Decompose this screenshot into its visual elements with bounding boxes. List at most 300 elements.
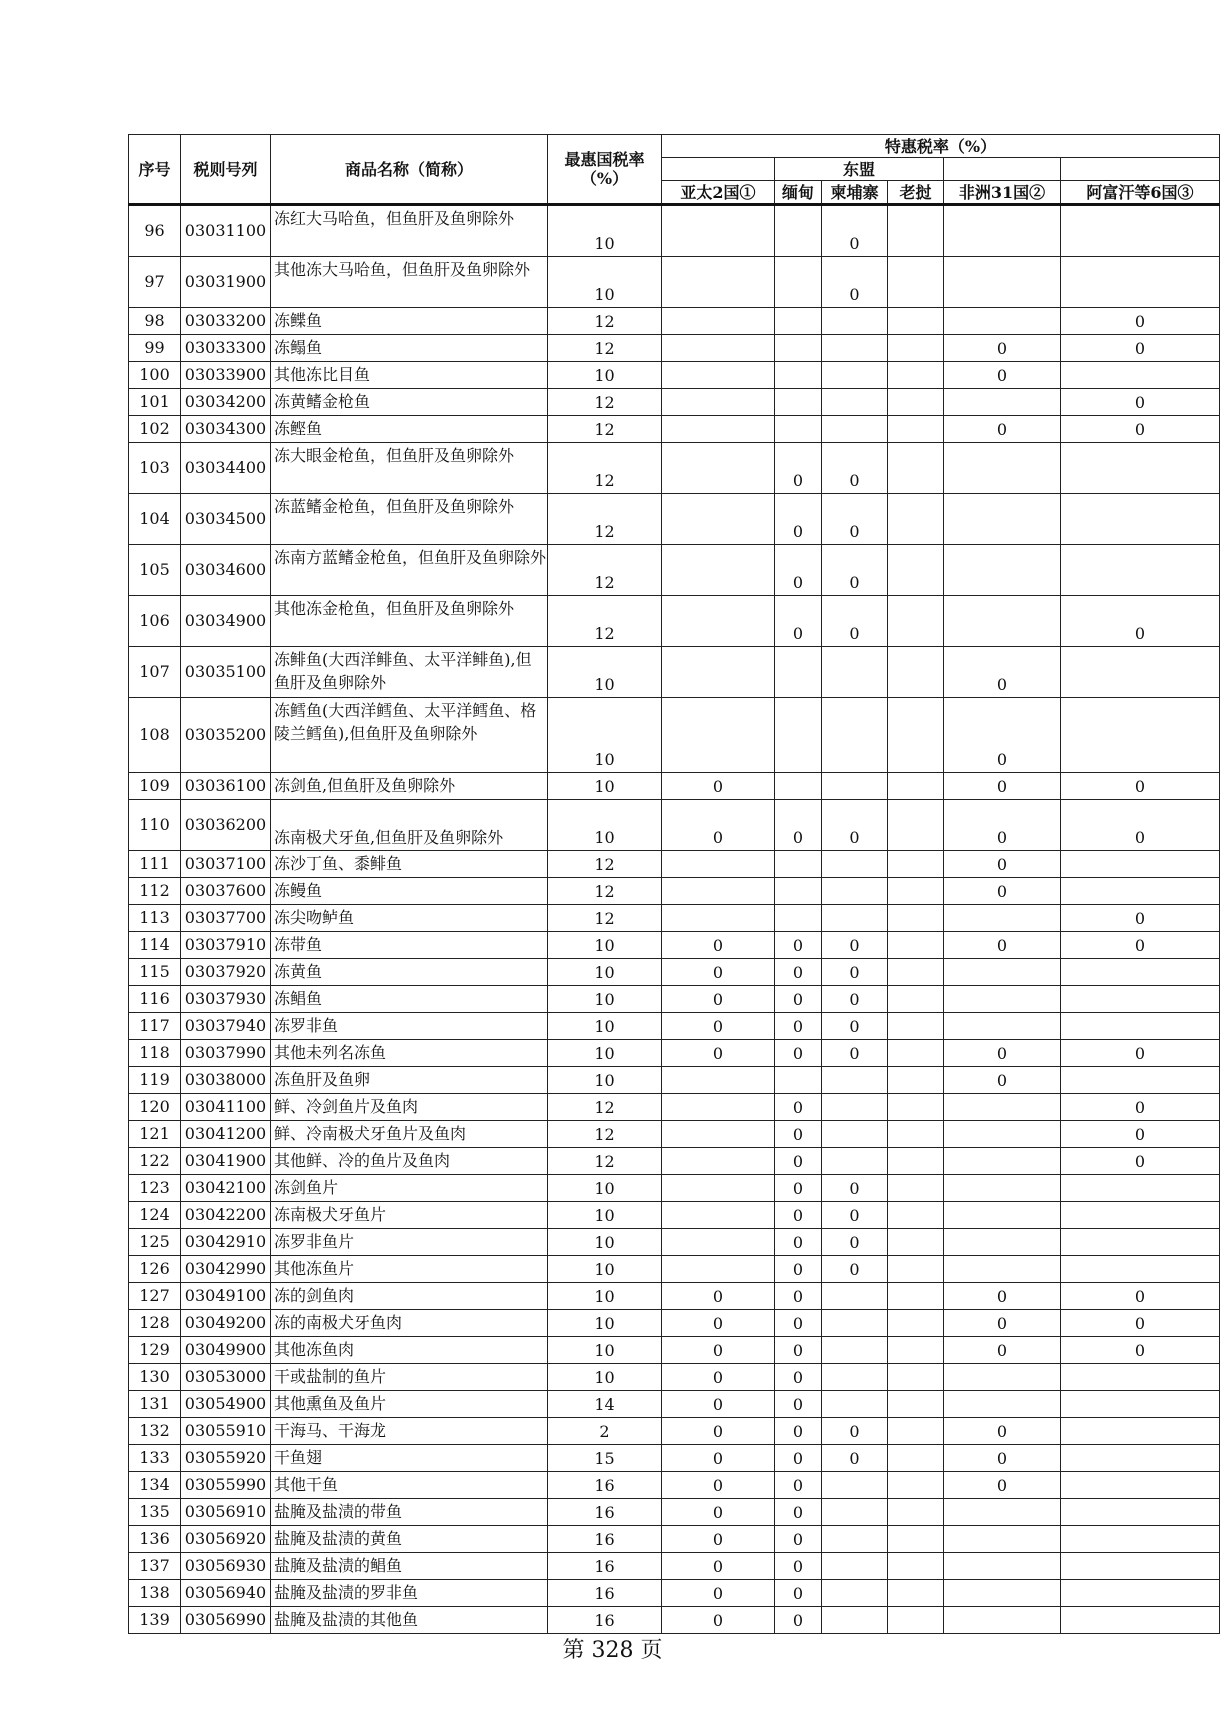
cell-afghan	[1061, 545, 1220, 596]
table-row	[129, 1445, 1220, 1472]
cell-myanmar	[775, 416, 822, 443]
cell-africa	[944, 1148, 1061, 1175]
cell-name: 冻的南极犬牙鱼肉	[271, 1310, 548, 1337]
cell-laos	[888, 1580, 944, 1607]
cell-seq: 124	[129, 1202, 181, 1229]
table-row	[129, 878, 1220, 905]
cell-mfn: 16	[548, 1580, 662, 1607]
cell-name: 冻剑鱼,但鱼肝及鱼卵除外	[271, 773, 548, 800]
cell-seq: 122	[129, 1148, 181, 1175]
cell-afghan	[1061, 1175, 1220, 1202]
cell-mfn: 12	[548, 494, 662, 545]
cell-laos	[888, 905, 944, 932]
cell-code: 03056990	[181, 1607, 271, 1634]
cell-apac: 0	[662, 1472, 775, 1499]
cell-africa: 0	[944, 851, 1061, 878]
cell-seq: 96	[129, 205, 181, 257]
cell-mfn: 10	[548, 1310, 662, 1337]
cell-laos	[888, 1148, 944, 1175]
cell-afghan: 0	[1061, 596, 1220, 647]
cell-seq: 101	[129, 389, 181, 416]
cell-africa: 0	[944, 335, 1061, 362]
cell-africa	[944, 1229, 1061, 1256]
cell-name: 冻尖吻鲈鱼	[271, 905, 548, 932]
cell-mfn: 10	[548, 1256, 662, 1283]
cell-code: 03037910	[181, 932, 271, 959]
cell-laos	[888, 1607, 944, 1634]
cell-mfn: 16	[548, 1499, 662, 1526]
cell-mfn: 10	[548, 1202, 662, 1229]
cell-laos	[888, 959, 944, 986]
table-row	[129, 1202, 1220, 1229]
cell-mfn: 12	[548, 308, 662, 335]
cell-africa	[944, 545, 1061, 596]
cell-afghan: 0	[1061, 800, 1220, 851]
cell-laos	[888, 986, 944, 1013]
cell-cambodia	[822, 1094, 888, 1121]
cell-apac: 0	[662, 1283, 775, 1310]
cell-myanmar	[775, 335, 822, 362]
cell-apac	[662, 1067, 775, 1094]
cell-mfn: 16	[548, 1607, 662, 1634]
cell-cambodia	[822, 1526, 888, 1553]
cell-apac	[662, 545, 775, 596]
cell-cambodia: 0	[822, 1013, 888, 1040]
cell-code: 03042990	[181, 1256, 271, 1283]
cell-mfn: 10	[548, 773, 662, 800]
cell-code: 03037600	[181, 878, 271, 905]
table-row	[129, 1067, 1220, 1094]
cell-seq: 107	[129, 647, 181, 698]
table-row	[129, 1337, 1220, 1364]
cell-africa	[944, 257, 1061, 308]
cell-afghan	[1061, 1067, 1220, 1094]
cell-name: 盐腌及盐渍的其他鱼	[271, 1607, 548, 1634]
cell-mfn: 12	[548, 878, 662, 905]
cell-cambodia	[822, 1310, 888, 1337]
table-row	[129, 545, 1220, 596]
cell-cambodia	[822, 416, 888, 443]
cell-apac	[662, 416, 775, 443]
cell-name: 冻鳕鱼(大西洋鳕鱼、太平洋鳕鱼、格陵兰鳕鱼),但鱼肝及鱼卵除外	[271, 698, 548, 773]
header-seq: 序号	[129, 135, 181, 205]
cell-mfn: 12	[548, 335, 662, 362]
cell-afghan: 0	[1061, 416, 1220, 443]
cell-code: 03033200	[181, 308, 271, 335]
cell-cambodia: 0	[822, 1175, 888, 1202]
cell-mfn: 10	[548, 1337, 662, 1364]
table-row	[129, 257, 1220, 308]
cell-cambodia: 0	[822, 443, 888, 494]
cell-afghan	[1061, 1013, 1220, 1040]
cell-cambodia	[822, 1607, 888, 1634]
cell-mfn: 10	[548, 1175, 662, 1202]
cell-laos	[888, 308, 944, 335]
cell-africa: 0	[944, 698, 1061, 773]
cell-seq: 127	[129, 1283, 181, 1310]
cell-name: 其他冻大马哈鱼，但鱼肝及鱼卵除外	[271, 257, 548, 308]
table-row	[129, 308, 1220, 335]
cell-myanmar: 0	[775, 494, 822, 545]
cell-seq: 99	[129, 335, 181, 362]
cell-myanmar: 0	[775, 1175, 822, 1202]
cell-cambodia	[822, 1391, 888, 1418]
cell-laos	[888, 647, 944, 698]
cell-afghan	[1061, 1445, 1220, 1472]
cell-apac	[662, 1229, 775, 1256]
cell-africa	[944, 1526, 1061, 1553]
cell-cambodia	[822, 1121, 888, 1148]
cell-africa	[944, 389, 1061, 416]
cell-laos	[888, 443, 944, 494]
cell-africa: 0	[944, 878, 1061, 905]
table-header	[129, 135, 1220, 205]
cell-apac: 0	[662, 1580, 775, 1607]
cell-apac: 0	[662, 1013, 775, 1040]
cell-cambodia	[822, 1553, 888, 1580]
table-row	[129, 1391, 1220, 1418]
cell-myanmar: 0	[775, 1202, 822, 1229]
cell-afghan: 0	[1061, 389, 1220, 416]
cell-name: 鲜、冷剑鱼片及鱼肉	[271, 1094, 548, 1121]
cell-seq: 138	[129, 1580, 181, 1607]
cell-cambodia	[822, 647, 888, 698]
cell-laos	[888, 1256, 944, 1283]
cell-cambodia: 0	[822, 494, 888, 545]
cell-name: 其他熏鱼及鱼片	[271, 1391, 548, 1418]
cell-seq: 130	[129, 1364, 181, 1391]
table-row	[129, 494, 1220, 545]
cell-seq: 120	[129, 1094, 181, 1121]
table-row	[129, 1229, 1220, 1256]
table-row	[129, 1526, 1220, 1553]
cell-cambodia	[822, 1364, 888, 1391]
cell-mfn: 10	[548, 1013, 662, 1040]
cell-apac: 0	[662, 1607, 775, 1634]
cell-cambodia: 0	[822, 1040, 888, 1067]
cell-name: 其他冻鱼片	[271, 1256, 548, 1283]
cell-apac	[662, 205, 775, 257]
cell-mfn: 10	[548, 362, 662, 389]
cell-name: 冻沙丁鱼、黍鲱鱼	[271, 851, 548, 878]
cell-seq: 114	[129, 932, 181, 959]
cell-apac	[662, 1148, 775, 1175]
cell-code: 03042910	[181, 1229, 271, 1256]
cell-myanmar: 0	[775, 1013, 822, 1040]
cell-afghan: 0	[1061, 773, 1220, 800]
cell-afghan	[1061, 878, 1220, 905]
cell-apac: 0	[662, 1445, 775, 1472]
cell-name: 冻剑鱼片	[271, 1175, 548, 1202]
cell-cambodia	[822, 1472, 888, 1499]
cell-seq: 119	[129, 1067, 181, 1094]
cell-afghan	[1061, 959, 1220, 986]
cell-name: 冻鲽鱼	[271, 308, 548, 335]
cell-name: 冻带鱼	[271, 932, 548, 959]
cell-afghan: 0	[1061, 1148, 1220, 1175]
cell-code: 03056940	[181, 1580, 271, 1607]
table-row	[129, 1256, 1220, 1283]
cell-laos	[888, 1526, 944, 1553]
cell-seq: 113	[129, 905, 181, 932]
cell-africa: 0	[944, 1337, 1061, 1364]
cell-mfn: 10	[548, 1283, 662, 1310]
cell-mfn: 12	[548, 851, 662, 878]
cell-myanmar: 0	[775, 1472, 822, 1499]
table-row	[129, 932, 1220, 959]
cell-seq: 117	[129, 1013, 181, 1040]
cell-apac	[662, 1202, 775, 1229]
cell-myanmar: 0	[775, 1391, 822, 1418]
cell-afghan	[1061, 362, 1220, 389]
cell-myanmar: 0	[775, 443, 822, 494]
cell-myanmar: 0	[775, 1364, 822, 1391]
table-row	[129, 851, 1220, 878]
cell-seq: 132	[129, 1418, 181, 1445]
cell-cambodia	[822, 1337, 888, 1364]
cell-apac: 0	[662, 773, 775, 800]
cell-code: 03031100	[181, 205, 271, 257]
cell-africa: 0	[944, 800, 1061, 851]
cell-cambodia	[822, 773, 888, 800]
cell-code: 03037700	[181, 905, 271, 932]
table-row	[129, 1013, 1220, 1040]
cell-mfn: 12	[548, 1094, 662, 1121]
cell-laos	[888, 851, 944, 878]
cell-apac	[662, 257, 775, 308]
table-row	[129, 1418, 1220, 1445]
cell-myanmar: 0	[775, 1283, 822, 1310]
cell-africa: 0	[944, 1283, 1061, 1310]
cell-code: 03049200	[181, 1310, 271, 1337]
cell-laos	[888, 698, 944, 773]
cell-afghan	[1061, 494, 1220, 545]
header-laos: 老挝	[888, 181, 944, 205]
cell-cambodia	[822, 905, 888, 932]
cell-afghan: 0	[1061, 905, 1220, 932]
cell-code: 03049900	[181, 1337, 271, 1364]
cell-africa	[944, 905, 1061, 932]
cell-cambodia: 0	[822, 959, 888, 986]
cell-name: 盐腌及盐渍的鲳鱼	[271, 1553, 548, 1580]
cell-afghan	[1061, 1202, 1220, 1229]
table-row	[129, 205, 1220, 257]
cell-cambodia	[822, 1283, 888, 1310]
cell-myanmar: 0	[775, 1337, 822, 1364]
cell-africa	[944, 494, 1061, 545]
cell-africa	[944, 1364, 1061, 1391]
cell-seq: 131	[129, 1391, 181, 1418]
cell-seq: 106	[129, 596, 181, 647]
cell-apac: 0	[662, 986, 775, 1013]
cell-seq: 115	[129, 959, 181, 986]
cell-code: 03031900	[181, 257, 271, 308]
cell-code: 03055910	[181, 1418, 271, 1445]
cell-apac	[662, 878, 775, 905]
cell-apac	[662, 335, 775, 362]
cell-myanmar: 0	[775, 800, 822, 851]
cell-afghan	[1061, 1553, 1220, 1580]
cell-afghan	[1061, 205, 1220, 257]
cell-seq: 103	[129, 443, 181, 494]
cell-myanmar: 0	[775, 1310, 822, 1337]
cell-name: 其他冻比目鱼	[271, 362, 548, 389]
cell-seq: 136	[129, 1526, 181, 1553]
cell-africa	[944, 986, 1061, 1013]
cell-africa	[944, 443, 1061, 494]
cell-myanmar: 0	[775, 1094, 822, 1121]
header-apac: 亚太2国①	[662, 181, 775, 205]
cell-seq: 135	[129, 1499, 181, 1526]
cell-africa	[944, 1499, 1061, 1526]
cell-mfn: 12	[548, 1121, 662, 1148]
cell-cambodia: 0	[822, 257, 888, 308]
cell-code: 03034300	[181, 416, 271, 443]
cell-myanmar: 0	[775, 1229, 822, 1256]
table-body	[129, 205, 1220, 1634]
table-row	[129, 1553, 1220, 1580]
cell-seq: 109	[129, 773, 181, 800]
cell-apac	[662, 362, 775, 389]
cell-apac	[662, 389, 775, 416]
cell-afghan	[1061, 1526, 1220, 1553]
header-afghan: 阿富汗等6国③	[1061, 181, 1220, 205]
cell-seq: 128	[129, 1310, 181, 1337]
header-africa: 非洲31国②	[944, 181, 1061, 205]
cell-name: 冻南方蓝鳍金枪鱼，但鱼肝及鱼卵除外	[271, 545, 548, 596]
cell-apac	[662, 1175, 775, 1202]
cell-laos	[888, 1202, 944, 1229]
cell-mfn: 10	[548, 205, 662, 257]
table-row	[129, 416, 1220, 443]
table-row	[129, 800, 1220, 851]
cell-name: 其他干鱼	[271, 1472, 548, 1499]
cell-afghan	[1061, 1229, 1220, 1256]
cell-laos	[888, 773, 944, 800]
cell-mfn: 12	[548, 416, 662, 443]
cell-cambodia: 0	[822, 986, 888, 1013]
tariff-table	[128, 134, 1220, 1634]
cell-laos	[888, 389, 944, 416]
cell-africa: 0	[944, 1418, 1061, 1445]
cell-afghan	[1061, 647, 1220, 698]
cell-myanmar: 0	[775, 986, 822, 1013]
cell-code: 03053000	[181, 1364, 271, 1391]
cell-laos	[888, 545, 944, 596]
cell-apac: 0	[662, 1391, 775, 1418]
cell-code: 03042200	[181, 1202, 271, 1229]
cell-afghan	[1061, 1256, 1220, 1283]
cell-afghan: 0	[1061, 1094, 1220, 1121]
cell-africa	[944, 1094, 1061, 1121]
cell-name: 盐腌及盐渍的带鱼	[271, 1499, 548, 1526]
table-row	[129, 698, 1220, 773]
cell-name: 冻南极犬牙鱼,但鱼肝及鱼卵除外	[271, 800, 548, 851]
cell-mfn: 10	[548, 1229, 662, 1256]
cell-apac	[662, 1121, 775, 1148]
table-row	[129, 1283, 1220, 1310]
cell-apac: 0	[662, 1553, 775, 1580]
cell-afghan	[1061, 1499, 1220, 1526]
cell-seq: 112	[129, 878, 181, 905]
cell-mfn: 12	[548, 1148, 662, 1175]
cell-code: 03038000	[181, 1067, 271, 1094]
cell-name: 冻罗非鱼片	[271, 1229, 548, 1256]
cell-cambodia	[822, 308, 888, 335]
cell-myanmar: 0	[775, 1418, 822, 1445]
cell-cambodia: 0	[822, 1445, 888, 1472]
cell-myanmar: 0	[775, 959, 822, 986]
cell-apac	[662, 1256, 775, 1283]
cell-myanmar	[775, 362, 822, 389]
cell-apac: 0	[662, 1040, 775, 1067]
cell-cambodia	[822, 878, 888, 905]
cell-code: 03056930	[181, 1553, 271, 1580]
cell-seq: 133	[129, 1445, 181, 1472]
cell-afghan: 0	[1061, 1310, 1220, 1337]
page-number: 第 328 页	[562, 1638, 663, 1663]
cell-code: 03037920	[181, 959, 271, 986]
cell-code: 03056920	[181, 1526, 271, 1553]
cell-seq: 116	[129, 986, 181, 1013]
cell-code: 03035200	[181, 698, 271, 773]
cell-mfn: 10	[548, 800, 662, 851]
cell-cambodia: 0	[822, 596, 888, 647]
cell-laos	[888, 1094, 944, 1121]
cell-code: 03055920	[181, 1445, 271, 1472]
cell-cambodia: 0	[822, 545, 888, 596]
header-mfn: 最惠国税率 （%）	[548, 135, 662, 205]
table-row	[129, 1040, 1220, 1067]
cell-cambodia	[822, 1148, 888, 1175]
cell-cambodia: 0	[822, 1202, 888, 1229]
cell-laos	[888, 1121, 944, 1148]
cell-name: 冻大眼金枪鱼，但鱼肝及鱼卵除外	[271, 443, 548, 494]
cell-seq: 104	[129, 494, 181, 545]
cell-code: 03034500	[181, 494, 271, 545]
cell-name: 冻蓝鳍金枪鱼，但鱼肝及鱼卵除外	[271, 494, 548, 545]
table-row	[129, 1499, 1220, 1526]
header-blank-apac	[662, 158, 775, 181]
cell-name: 冻红大马哈鱼，但鱼肝及鱼卵除外	[271, 205, 548, 257]
cell-mfn: 10	[548, 959, 662, 986]
cell-myanmar	[775, 205, 822, 257]
cell-code: 03041900	[181, 1148, 271, 1175]
cell-africa	[944, 596, 1061, 647]
cell-name: 冻鲱鱼(大西洋鲱鱼、太平洋鲱鱼),但鱼肝及鱼卵除外	[271, 647, 548, 698]
cell-myanmar: 0	[775, 545, 822, 596]
cell-laos	[888, 1499, 944, 1526]
cell-seq: 123	[129, 1175, 181, 1202]
table-row	[129, 1310, 1220, 1337]
table-row	[129, 773, 1220, 800]
cell-apac: 0	[662, 1499, 775, 1526]
cell-apac: 0	[662, 1526, 775, 1553]
table-row	[129, 1175, 1220, 1202]
table-row	[129, 1094, 1220, 1121]
cell-seq: 105	[129, 545, 181, 596]
cell-myanmar	[775, 308, 822, 335]
cell-mfn: 10	[548, 1040, 662, 1067]
cell-apac	[662, 596, 775, 647]
cell-apac: 0	[662, 1337, 775, 1364]
cell-laos	[888, 1175, 944, 1202]
cell-apac	[662, 905, 775, 932]
cell-cambodia: 0	[822, 800, 888, 851]
table-row	[129, 596, 1220, 647]
cell-code: 03036100	[181, 773, 271, 800]
cell-mfn: 16	[548, 1472, 662, 1499]
